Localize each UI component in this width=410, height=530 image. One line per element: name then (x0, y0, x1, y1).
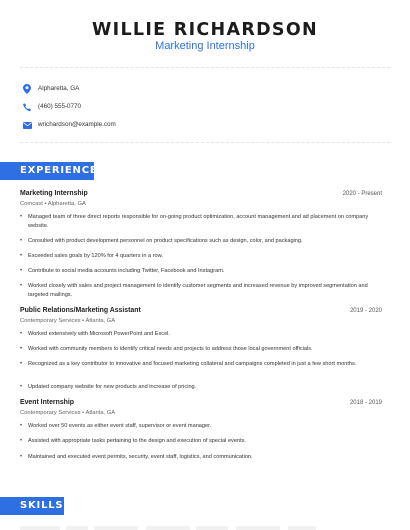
bullet-dot: • (20, 361, 23, 367)
phone-icon (20, 100, 34, 114)
skill-chip (236, 526, 280, 530)
job-bullet (20, 267, 370, 276)
bullet-text: Recognized as a key contributor to innovative and focused marketing collateral and campaigns completed in just a few short months. (28, 361, 357, 367)
bullet-dot: • (20, 268, 23, 274)
bullet-dot: • (20, 283, 23, 289)
contact-phone (20, 100, 82, 114)
divider (20, 142, 390, 143)
bullet-text: Assisted with appropriate tasks pertaining to the design and execution of special events. (28, 438, 246, 444)
phone-text: (460) 555-0770 (38, 103, 82, 110)
mail-icon (20, 118, 34, 132)
contact-email[interactable] (20, 118, 116, 132)
divider (20, 67, 390, 68)
job-company: Contemporary Services • Atlanta, GA (20, 318, 116, 324)
job-target-title: Marketing Internship (155, 40, 255, 52)
bullet-text: Maintained and executed event permits, security, event staff, logistics, and communication. (28, 454, 253, 460)
job-bullet (20, 383, 370, 392)
bullet-dot: • (20, 454, 23, 460)
bullet-dot: • (20, 253, 23, 259)
bullet-dot: • (20, 384, 23, 390)
skill-chip (196, 526, 228, 530)
job-dates: 2018 - 2019 (349, 400, 382, 406)
bullet-text: Worked over 50 events as either event staff, supervisor or event manager. (28, 423, 212, 429)
job-bullet (20, 282, 370, 299)
job-bullet (20, 437, 370, 446)
job-bullet (20, 453, 370, 462)
bullet-text: Consulted with product development personnel on product specifications such as design, color, and packaging. (28, 238, 303, 244)
candidate-name: WILLIE RICHARDSON (92, 20, 318, 40)
bullet-text: Exceeded sales goals by 120% for 4 quarters in a row. (28, 253, 163, 259)
bullet-text: Worked closely with sales and project management to identify customer segments and increased revenue by improved segmentation and targeted mailings. (28, 283, 368, 298)
bullet-text: Worked with community members to identify critical needs and projects to address those local government officials. (28, 346, 313, 352)
location-text: Alpharetta, GA (38, 85, 80, 92)
skills-heading: SKILLS (0, 497, 64, 515)
job-bullet (20, 345, 370, 354)
contact-location (20, 82, 80, 96)
bullet-dot: • (20, 438, 23, 444)
map-pin-icon (20, 82, 34, 96)
job-dates: 2020 - Present (342, 191, 382, 197)
job-title: Event Internship (20, 399, 74, 406)
skill-chip (94, 526, 138, 530)
skill-chip (66, 526, 88, 530)
bullet-text: Contribute to social media accounts including Twitter, Facebook and Instagram. (28, 268, 225, 274)
job-dates: 2019 - 2020 (349, 308, 382, 314)
email-link[interactable]: wrichardson@example.com (38, 121, 116, 128)
skill-chip (146, 526, 190, 530)
bullet-text: Managed team of three direct reports responsible for on-going product optimization, account management and ad placement on company website. (28, 214, 369, 229)
bullet-dot: • (20, 423, 23, 429)
experience-heading: EXPERIENCE (0, 162, 94, 180)
bullet-text: Updated company website for new products and increase of pricing. (28, 384, 197, 390)
bullet-dot: • (20, 346, 23, 352)
bullet-dot: • (20, 214, 23, 220)
bullet-text: Worked extensively with Microsoft PowerPoint and Excel. (28, 331, 170, 337)
skill-chip (288, 526, 316, 530)
job-bullet (20, 237, 370, 246)
job-title: Marketing Internship (20, 190, 88, 197)
bullet-dot: • (20, 331, 23, 337)
job-company: Contemporary Services • Atlanta, GA (20, 410, 116, 416)
job-bullet (20, 252, 370, 261)
skill-chip (20, 526, 60, 530)
job-bullet (20, 422, 370, 431)
bullet-dot: • (20, 238, 23, 244)
job-bullet (20, 360, 370, 369)
job-bullet (20, 213, 370, 230)
job-bullet (20, 330, 370, 339)
job-title: Public Relations/Marketing Assistant (20, 307, 141, 314)
job-company: Comcast • Alpharetta, GA (20, 201, 86, 207)
